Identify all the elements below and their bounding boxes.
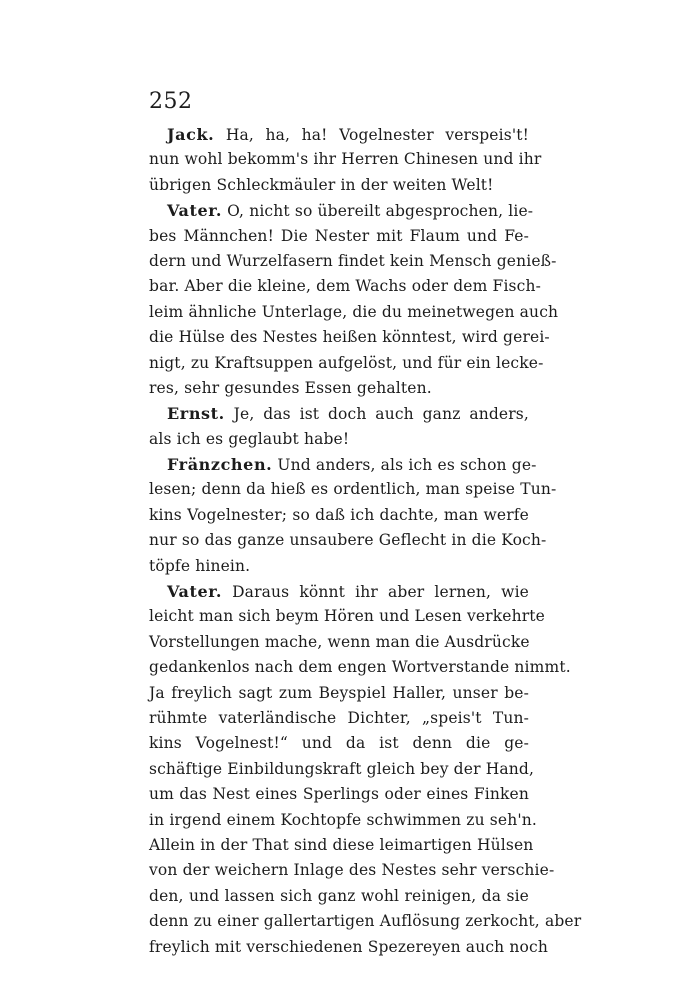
line-text: als ich es geglaubt habe! <box>149 429 350 448</box>
line-text: von der weichern Inlage des Nestes sehr verschie- <box>149 861 555 880</box>
text-line <box>149 325 550 350</box>
line-text: um das Nest eines Sperlings oder eines Finken <box>149 785 529 804</box>
line-text: den, und lassen sich ganz wohl reinigen, da sie <box>149 886 529 905</box>
line-text: res, sehr gesundes Essen gehalten. <box>149 378 432 397</box>
text-line <box>149 808 537 833</box>
text-line <box>149 909 582 934</box>
text-line <box>149 833 534 858</box>
line-text: dern und Wurzelfasern findet kein Mensch genieß- <box>149 251 557 270</box>
text-line <box>149 731 529 756</box>
line-text: in irgend einem Kochtopfe schwimmen zu seh'n. <box>149 810 537 829</box>
line-text: übrigen Schleckmäuler in der weiten Welt! <box>149 175 494 194</box>
text-line <box>149 401 529 426</box>
line-text: Ha, ha, ha! Vogelnester verspeis't! <box>214 126 529 144</box>
text-line <box>149 935 548 960</box>
body-text <box>149 122 582 960</box>
text-line <box>149 706 529 731</box>
text-line <box>149 503 529 528</box>
text-line <box>149 681 529 706</box>
line-text: Ja freylich sagt zum Beyspiel Haller, unser be- <box>149 683 529 702</box>
text-line <box>149 757 535 782</box>
speaker-name: Fränzchen. <box>167 455 273 475</box>
line-text: Vorstellungen mache, wenn man die Ausdrücke <box>149 632 530 651</box>
text-line <box>149 147 542 172</box>
line-text: leicht man sich beym Hören und Lesen verkehrte <box>149 607 545 626</box>
text-line <box>149 579 529 604</box>
line-text: leim ähnliche Unterlage, die du meinetwegen auch <box>149 302 559 321</box>
line-text: kins Vogelnest!“ und da ist denn die ge- <box>149 734 529 753</box>
text-line <box>149 884 529 909</box>
line-text: bes Männchen! Die Nester mit Flaum und Fe- <box>149 226 529 245</box>
text-line <box>149 274 542 299</box>
text-line <box>149 554 529 579</box>
text-line <box>149 351 544 376</box>
line-text: freylich mit verschiedenen Spezereyen auch noch <box>149 937 548 956</box>
text-line <box>149 630 529 655</box>
line-text: Und anders, als ich es schon ge- <box>272 456 537 475</box>
text-line <box>149 198 534 223</box>
line-text: Allein in der That sind diese leimartigen Hülsen <box>149 835 534 854</box>
line-text: schäftige Einbildungskraft gleich bey der Hand, <box>149 759 535 778</box>
line-text: bar. Aber die kleine, dem Wachs oder dem Fisch- <box>149 277 542 296</box>
text-line <box>149 300 559 325</box>
line-text: gedankenlos nach dem engen Wortverstande nimmt. <box>149 658 571 677</box>
speaker-name: Ernst. <box>167 404 225 424</box>
speaker-name: Jack. <box>167 125 215 144</box>
text-line <box>149 782 529 807</box>
text-line <box>149 173 529 198</box>
line-text: rühmte vaterländische Dichter, „speis't Tun- <box>149 708 529 727</box>
text-line <box>149 427 529 452</box>
line-text: kins Vogelnester; so daß ich dachte, man werfe <box>149 505 529 524</box>
line-text: töpfe hinein. <box>149 556 251 575</box>
line-text: denn zu einer gallertartigen Auflösung zerkocht, aber <box>149 912 582 931</box>
line-text: lesen; denn da hieß es ordentlich, man speise Tun- <box>149 480 557 499</box>
text-line <box>149 452 537 477</box>
text-line <box>149 528 547 553</box>
line-text: Je, das ist doch auch ganz anders, <box>224 405 529 424</box>
line-text: Daraus könnt ihr aber lernen, wie <box>222 583 529 602</box>
line-text: nur so das ganze unsaubere Geflecht in die Koch- <box>149 531 547 550</box>
text-line <box>149 224 529 249</box>
line-text: nun wohl bekomm's ihr Herren Chinesen und ihr <box>149 150 542 169</box>
page-number: 252 <box>149 89 193 114</box>
text-line <box>149 376 529 401</box>
text-line <box>149 122 529 147</box>
line-text: nigt, zu Kraftsuppen aufgelöst, und für ein lecke- <box>149 353 544 372</box>
line-text: die Hülse des Nestes heißen könntest, wird gerei- <box>149 328 550 347</box>
line-text: O, nicht so übereilt abgesprochen, lie- <box>222 202 534 221</box>
text-line <box>149 477 557 502</box>
speaker-name: Vater. <box>167 582 223 602</box>
speaker-name: Vater. <box>167 201 223 221</box>
text-line <box>149 604 545 629</box>
text-line <box>149 858 555 883</box>
text-line <box>149 655 571 680</box>
text-line <box>149 249 557 274</box>
